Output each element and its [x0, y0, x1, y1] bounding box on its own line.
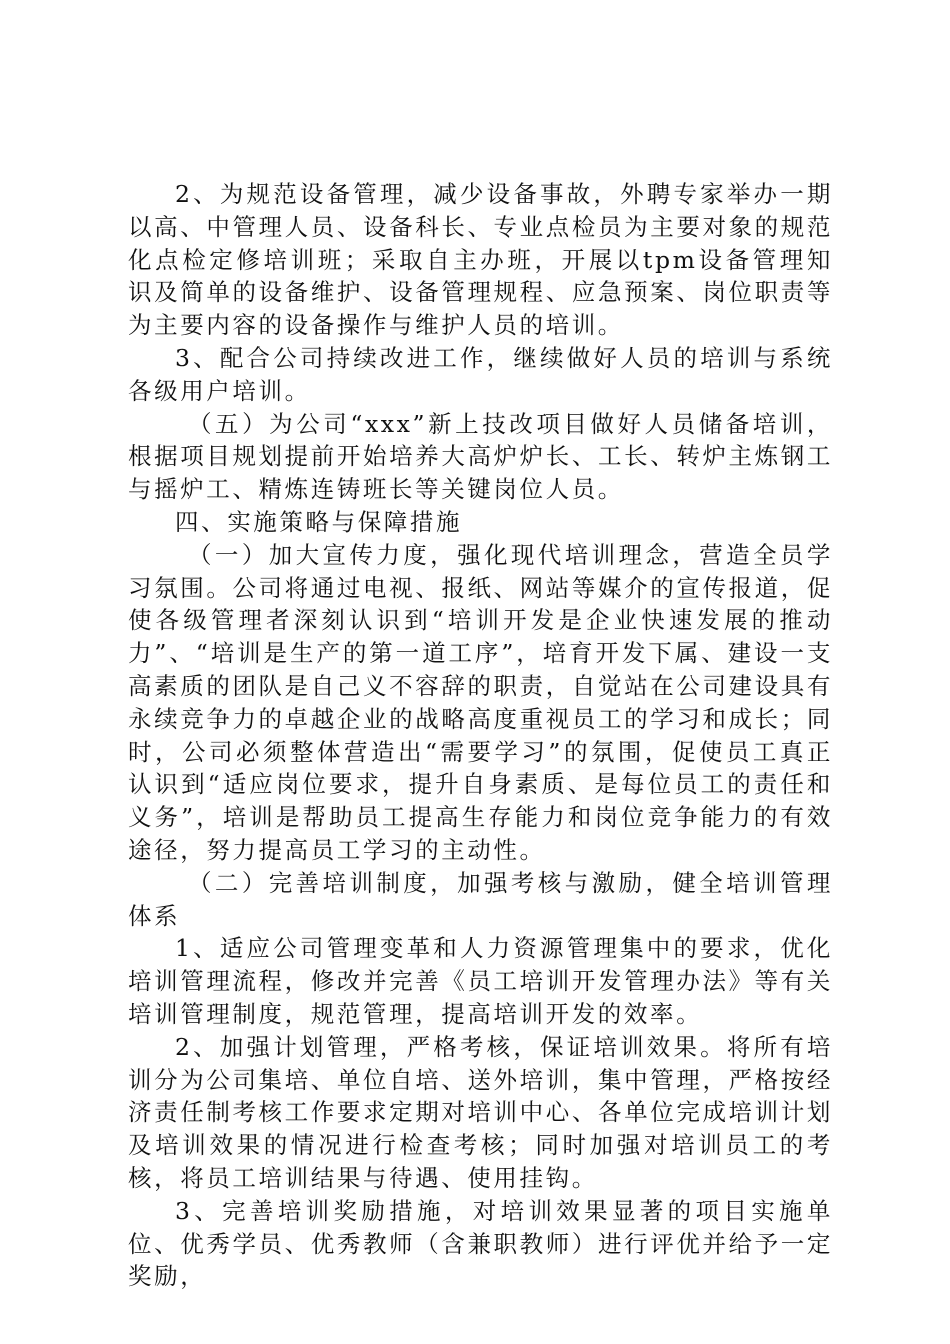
document-body	[128, 178, 833, 1293]
paragraph-plan-management: 2、加强计划管理，严格考核，保证培训效果。将所有培训分为公司集培、单位自培、送外培训，集中管理，严格按经济责任制考核工作要求定期对培训中心、各单位完成培训计划及培训效果的情况进行检查考核；同时加强对培训员工的考核，将员工培训结果与待遇、使用挂钩。	[128, 1032, 833, 1192]
paragraph-project-reserve-training: （五）为公司“xxx”新上技改项目做好人员储备培训，根据项目规划提前开始培养大高炉炉长、工长、转炉主炼钢工与摇炉工、精炼连铸班长等关键岗位人员。	[128, 409, 833, 504]
paragraph-publicity: （一）加大宣传力度，强化现代培训理念，营造全员学习氛围。公司将通过电视、报纸、网站等媒介的宣传报道，促使各级管理者深刻认识到“培训开发是企业快速发展的推动力”、“培训是生产的第一道工序”，培育开发下属、建设一支高素质的团队是自己义不容辞的职责，自觉站在公司建设具有永续竞争力的卓越企业的战略高度重视员工的学习和成长；同时，公司必须整体营造出“需要学习”的氛围，促使员工真正认识到“适应岗位要求，提升自身素质、是每位员工的责任和义务”，培训是帮助员工提高生存能力和岗位竞争能力的有效途径，努力提高员工学习的主动性。	[128, 540, 833, 864]
paragraph-continuous-improvement: 3、配合公司持续改进工作，继续做好人员的培训与系统各级用户培训。	[128, 343, 833, 405]
paragraph-process-optimization: 1、适应公司管理变革和人力资源管理集中的要求，优化培训管理流程，修改并完善《员工培训开发管理办法》等有关培训管理制度，规范管理，提高培训开发的效率。	[128, 934, 833, 1028]
section-heading-strategy: 四、实施策略与保障措施	[175, 507, 463, 536]
paragraph-equipment-training: 2、为规范设备管理，减少设备事故，外聘专家举办一期以高、中管理人员、设备科长、专业点检员为主要对象的规范化点检定修培训班；采取自主办班，开展以tpm设备管理知识及简单的设备维护、设备管理规程、应急预案、岗位职责等为主要内容的设备操作与维护人员的培训。	[128, 180, 833, 340]
paragraph-reward-measures: 3、完善培训奖励措施，对培训效果显著的项目实施单位、优秀学员、优秀教师（含兼职教师）进行评优并给予一定奖励，	[128, 1196, 833, 1291]
paragraph-training-system: （二）完善培训制度，加强考核与激励，健全培训管理体系	[128, 868, 833, 930]
